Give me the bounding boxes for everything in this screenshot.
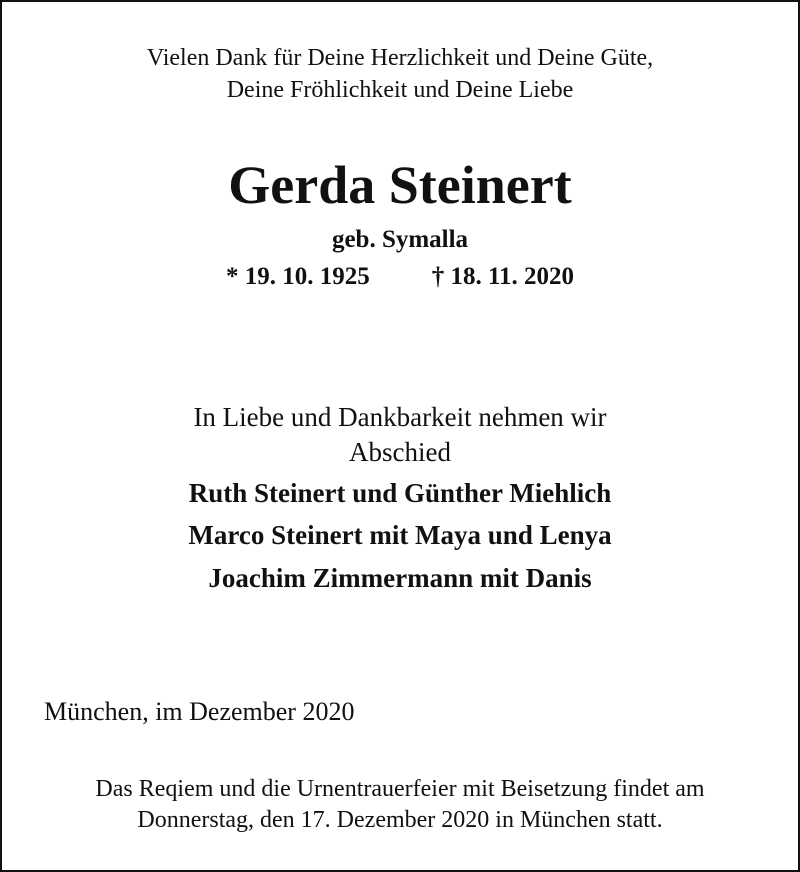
- motto-line-2: Deine Fröhlichkeit und Deine Liebe: [226, 77, 574, 103]
- life-dates: [2, 264, 798, 289]
- deceased-name: Gerda Steinert: [228, 155, 572, 215]
- death-date: † 18. 11. 2020: [431, 263, 575, 290]
- ceremony-line-1: Das Reqiem und die Urnentrauerfeier mit Beisetzung findet am: [95, 776, 705, 802]
- farewell-line-1: In Liebe und Dankbarkeit nehmen wir: [193, 402, 607, 432]
- farewell-line-2: Abschied: [349, 437, 451, 467]
- place-and-date: München, im Dezember 2020: [44, 697, 355, 726]
- ceremony-line-2: Donnerstag, den 17. Dezember 2020 in München statt.: [137, 807, 663, 833]
- mourner-1: Ruth Steinert und Günther Miehlich: [188, 478, 612, 508]
- mourner-3: Joachim Zimmermann mit Danis: [208, 563, 592, 593]
- motto-line-1: Vielen Dank für Deine Herzlichkeit und Deine Güte,: [146, 45, 654, 71]
- birth-date: * 19. 10. 1925: [225, 263, 370, 290]
- mourner-2: Marco Steinert mit Maya und Lenya: [188, 520, 612, 550]
- maiden-name: geb. Symalla: [331, 226, 469, 253]
